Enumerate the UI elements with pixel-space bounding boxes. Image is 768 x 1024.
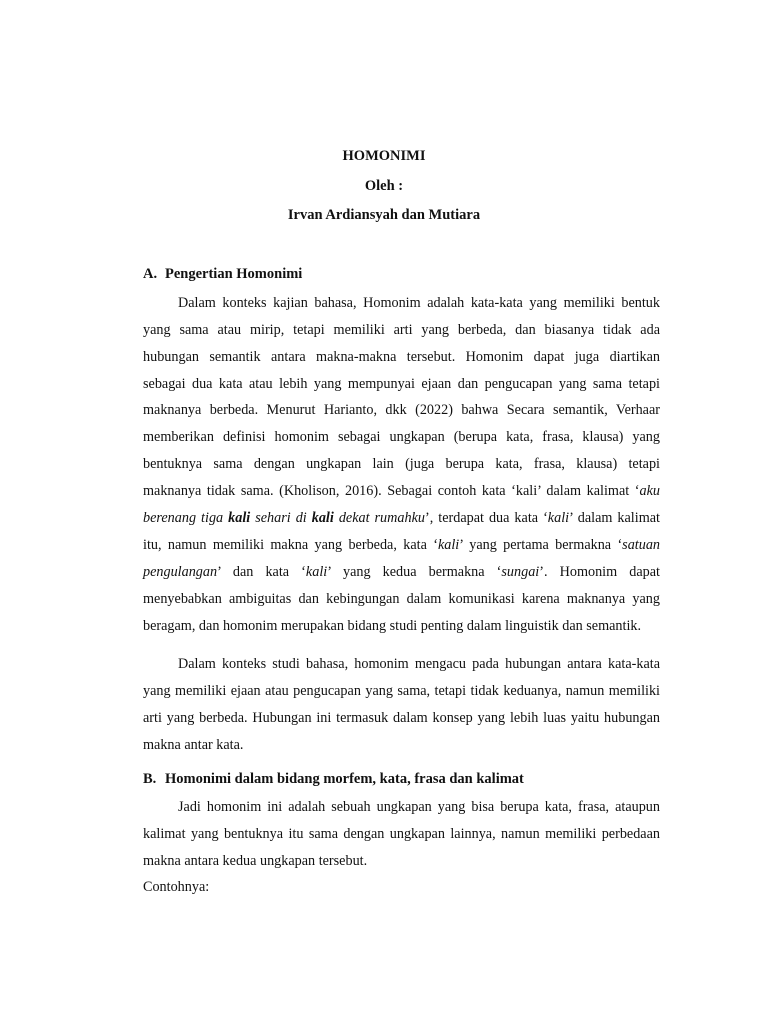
text-run: itu, namun memiliki makna yang berbeda, kata ‘	[143, 537, 438, 553]
section-b-heading	[143, 771, 524, 788]
paragraph-line: menyebabkan ambiguitas dan kebingungan dalam komunikasi karena maknanya yang	[143, 591, 660, 607]
byline: Oleh :	[364, 178, 404, 194]
document-title: HOMONIMI	[342, 148, 426, 164]
italic-run: kali	[437, 537, 460, 553]
section-a-heading	[143, 266, 302, 283]
section-a-title: Pengertian Homonimi	[165, 266, 303, 282]
italic-run: aku	[639, 483, 660, 499]
italic-run: kali	[305, 564, 328, 580]
paragraph-line	[143, 537, 660, 554]
paragraph-line: kalimat yang bentuknya itu sama dengan ungkapan lainnya, namun memiliki perbedaan	[143, 826, 660, 842]
italic-run: satuan	[622, 537, 661, 553]
italic-run: kali	[547, 510, 570, 526]
paragraph-line: sebagai dua kata atau lebih yang mempunyai ejaan dan pengucapan yang sama tetapi	[143, 376, 660, 392]
italic-run: sehari di	[250, 510, 312, 526]
italic-run: sungai	[501, 564, 540, 580]
paragraph-line: yang sama atau mirip, tetapi memiliki arti yang berbeda, dan biasanya tidak ada	[143, 322, 660, 338]
text-run: ’ yang kedua bermakna ‘	[327, 564, 502, 580]
authors: Irvan Ardiansyah dan Mutiara	[287, 207, 481, 223]
italic-run: pengulangan	[143, 564, 218, 580]
examples-label: Contohnya:	[143, 879, 210, 895]
text-run: ’, terdapat dua kata ‘	[424, 510, 548, 526]
paragraph-line: beragam, dan homonim merupakan bidang studi penting dalam linguistik dan semantik.	[143, 618, 642, 634]
paragraph-line: makna antara kedua ungkapan tersebut.	[143, 853, 368, 869]
text-run: ’ yang pertama bermakna ‘	[459, 537, 623, 553]
paragraph-line: Dalam konteks kajian bahasa, Homonim adalah kata-kata yang memiliki bentuk	[178, 295, 660, 311]
text-run: ’ dalam kalimat	[569, 510, 660, 526]
paragraph-line: yang memiliki ejaan atau pengucapan yang sama, tetapi tidak keduanya, namun memiliki	[143, 683, 660, 699]
section-a-number: A.	[143, 266, 158, 282]
text-run: ’. Homonim dapat	[539, 564, 660, 580]
paragraph-line: Dalam konteks studi bahasa, homonim mengacu pada hubungan antara kata-kata	[178, 656, 660, 672]
text-run: maknanya tidak sama. (Kholison, 2016). Sebagai contoh kata ‘kali’ dalam kalimat ‘	[143, 483, 640, 499]
bold-italic-run: kali	[311, 510, 334, 526]
paragraph-line	[143, 483, 660, 500]
paragraph-line: Jadi homonim ini adalah sebuah ungkapan yang bisa berupa kata, frasa, ataupun	[178, 799, 660, 815]
italic-run: dekat rumahku	[333, 510, 425, 526]
italic-run: berenang tiga	[143, 510, 229, 526]
paragraph-line: arti yang berbeda. Hubungan ini termasuk dalam konsep yang lebih luas yaitu hubungan	[143, 710, 660, 726]
paragraph-line: makna antar kata.	[143, 737, 244, 753]
section-b-number: B.	[143, 771, 157, 787]
paragraph-line: maknanya berbeda. Menurut Harianto, dkk (2022) bahwa Secara semantik, Verhaar	[143, 402, 660, 418]
bold-italic-run: kali	[228, 510, 251, 526]
section-b-title: Homonimi dalam bidang morfem, kata, frasa dan kalimat	[165, 771, 524, 787]
text-run: ’ dan kata ‘	[217, 564, 306, 580]
paragraph-line: bentuknya sama dengan ungkapan lain (juga berupa kata, frasa, klausa) tetapi	[143, 456, 660, 472]
paragraph-line: memberikan definisi homonim sebagai ungkapan (berupa kata, frasa, klausa) yang	[143, 429, 660, 445]
paragraph-line	[143, 564, 660, 581]
paragraph-line	[143, 510, 660, 527]
paragraph-line: hubungan semantik antara makna-makna tersebut. Homonim dapat juga diartikan	[143, 349, 660, 365]
